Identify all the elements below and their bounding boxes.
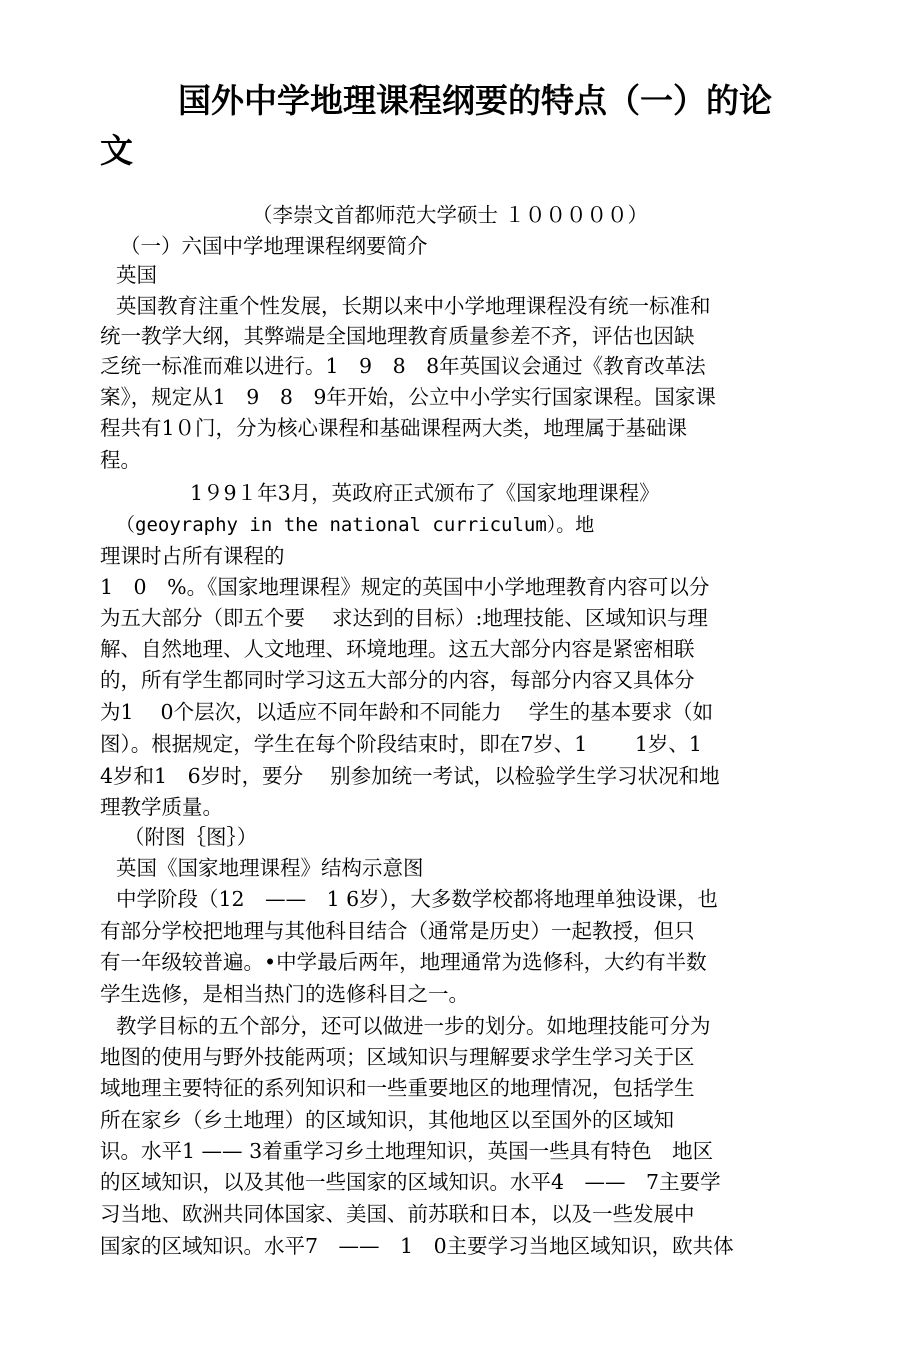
paragraph-line: 理课时占所有课程的: [100, 544, 285, 568]
subsection-heading: 英国: [116, 263, 157, 287]
paragraph-line: 习当地、欧洲共同体国家、美国、前苏联和日本，以及一些发展中: [100, 1202, 695, 1226]
paragraph-line: 理教学质量。: [100, 795, 223, 819]
section-heading: （一）六国中学地理课程纲要简介: [120, 234, 428, 258]
paragraph-line: 1 0 %。《国家地理课程》规定的英国中小学地理教育内容可以分: [100, 575, 710, 599]
paragraph-line: 的区域知识，以及其他一些国家的区域知识。水平4 —— 7主要学: [100, 1170, 721, 1194]
figure-caption: 英国《国家地理课程》结构示意图: [116, 856, 424, 880]
title-line-1: 国外中学地理课程纲要的特点（一）的论: [178, 81, 772, 120]
paragraph-line: 图）。根据规定，学生在每个阶段结束时，即在7岁、1 1岁、1: [100, 732, 702, 756]
paragraph-line: 中学阶段（12 —— 1 6岁），大多数学校都将地理单独设课，也: [116, 887, 718, 911]
paragraph-line: 程共有1０门，分为核心课程和基础课程两大类，地理属于基础课: [100, 416, 688, 440]
paragraph-line: 案》，规定从1 9 8 9年开始，公立中小学实行国家课程。国家课: [100, 385, 716, 409]
paragraph-line: 的，所有学生都同时学习这五大部分的内容，每部分内容又具体分: [100, 668, 695, 692]
paragraph-line: 域地理主要特征的系列知识和一些重要地区的地理情况，包括学生: [100, 1076, 695, 1100]
paragraph-line: 统一教学大纲，其弊端是全国地理教育质量参差不齐，评估也因缺: [100, 324, 695, 348]
paragraph-line: 乏统一标准而难以进行。1 9 8 8年英国议会通过《教育改革法: [100, 354, 706, 378]
paragraph-line: （geoyraphy in the national curriculum）。地: [116, 514, 595, 536]
title-line-2: 文: [100, 131, 133, 170]
document-title: [100, 76, 820, 176]
paragraph-line: 4岁和1 6岁时，要分 别参加统一考试，以检验学生学习状况和地: [100, 764, 720, 788]
paragraph-line: 解、自然地理、人文地理、环境地理。这五大部分内容是紧密相联: [100, 637, 695, 661]
paragraph-line: 程。: [100, 448, 141, 472]
paragraph-line: 1９9１年3月，英政府正式颁布了《国家地理课程》: [190, 481, 660, 505]
paragraph-line: 国家的区域知识。水平7 —— 1 0主要学习当地区域知识，欧共体: [100, 1234, 734, 1258]
paragraph-line: 所在家乡（乡土地理）的区域知识，其他地区以至国外的区域知: [100, 1108, 674, 1132]
author-line: （李崇文首都师范大学硕士 １０００００）: [252, 203, 649, 227]
paragraph-line: 英国教育注重个性发展，长期以来中小学地理课程没有统一标准和: [116, 294, 711, 318]
paragraph-line: 有部分学校把地理与其他科目结合（通常是历史）一起教授，但只: [100, 919, 695, 943]
paragraph-line: 教学目标的五个部分，还可以做进一步的划分。如地理技能可分为: [116, 1014, 711, 1038]
paragraph-line: 学生选修，是相当热门的选修科目之一。: [100, 982, 469, 1006]
paragraph-line: 地图的使用与野外技能两项；区域知识与理解要求学生学习关于区: [100, 1045, 695, 1069]
figure-placeholder: （附图｛图｝）: [124, 825, 258, 849]
paragraph-line: 为1 0个层次，以适应不同年龄和不同能力 学生的基本要求（如: [100, 700, 714, 724]
paragraph-line: 为五大部分（即五个要 求达到的目标）:地理技能、区域知识与理: [100, 606, 708, 630]
paragraph-line: 识。水平1 —— 3着重学习乡土地理知识，英国一些具有特色 地区: [100, 1139, 714, 1163]
paragraph-line: 有一年级较普遍。•中学最后两年，地理通常为选修科，大约有半数: [100, 950, 707, 974]
